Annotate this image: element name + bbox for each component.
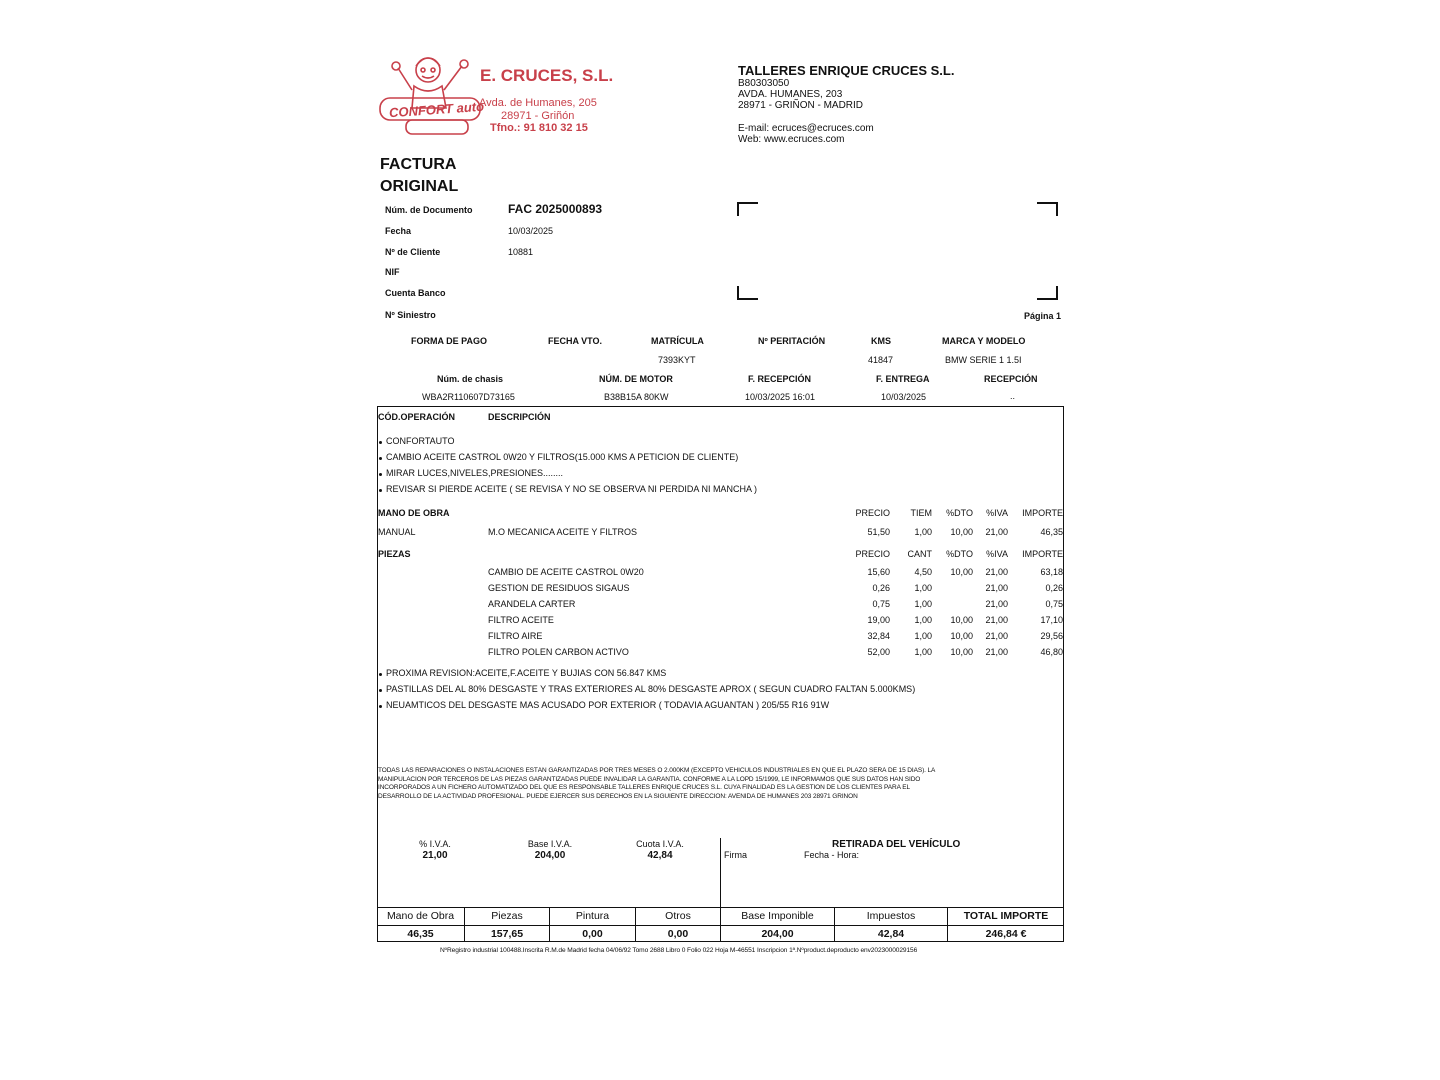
vat-pct-value: 21,00 (422, 850, 448, 861)
part-vat: 21,00 (985, 631, 1008, 641)
doc-number-value: FAC 2025000893 (508, 202, 603, 216)
logo-city: 28971 - Griñón (501, 110, 575, 122)
vat-pct-label: % I.V.A. (419, 839, 451, 849)
labor-vat: 21,00 (985, 527, 1008, 537)
bank-account-label: Cuenta Banco (385, 288, 446, 298)
model-label: MARCA Y MODELO (942, 336, 1026, 346)
doc-date-label: Fecha (385, 226, 412, 236)
labor-time: 1,00 (914, 527, 932, 537)
delivery-date-label: F. ENTREGA (876, 374, 930, 384)
company-address: AVDA. HUMANES, 203 (738, 89, 843, 100)
labor-section-title: MANO DE OBRA (378, 508, 450, 518)
part-desc: GESTION DE RESIDUOS SIGAUS (488, 583, 630, 593)
signature-label: Firma (724, 850, 747, 860)
pickup-title: RETIRADA DEL VEHÍCULO (832, 839, 961, 850)
labor-amount: 46,35 (1040, 527, 1063, 537)
list-item: CONFORTAUTO (386, 436, 455, 446)
total-parts-value: 157,65 (490, 928, 524, 940)
total-labor-value: 46,35 (407, 928, 434, 940)
nif-label: NIF (385, 267, 400, 277)
part-vat: 21,00 (985, 567, 1008, 577)
due-date-label: FECHA VTO. (548, 336, 603, 346)
part-discount: 10,00 (950, 647, 973, 657)
part-vat: 21,00 (985, 599, 1008, 609)
mascot-logo-icon (376, 46, 486, 140)
labor-price: 51,50 (867, 527, 890, 537)
doc-number-label: Núm. de Documento (385, 205, 473, 215)
total-paint-value: 0,00 (582, 928, 603, 940)
registry-footer: NºRegistro industrial 100488.Inscrita R.M.de Madrid fecha 04/06/92 Tomo 2688 Libro 0 Folio 022 Hoja M-46551 Inscripcion 1ª.Nºproduct.deproducto env2023000029156 (440, 947, 918, 954)
kms-value: 41847 (868, 355, 894, 365)
labor-code: MANUAL (378, 527, 416, 537)
total-labor-label: Mano de Obra (386, 910, 455, 922)
parts-header-price: PRECIO (855, 549, 890, 559)
client-number-value: 10881 (508, 247, 534, 257)
part-amount: 63,18 (1040, 567, 1063, 577)
part-qty: 1,00 (914, 647, 932, 657)
part-price: 0,75 (872, 599, 890, 609)
part-price: 32,84 (867, 631, 890, 641)
delivery-date-value: 10/03/2025 (881, 392, 927, 402)
appraisal-label: Nº PERITACIÓN (758, 336, 826, 346)
part-vat: 21,00 (985, 647, 1008, 657)
part-amount: 0,75 (1045, 599, 1063, 609)
parts-section-title: PIEZAS (378, 549, 411, 559)
list-item: REVISAR SI PIERDE ACEITE ( SE REVISA Y NO SE OBSERVA NI PERDIDA NI MANCHA ) (386, 484, 757, 494)
labor-header-discount: %DTO (946, 508, 973, 518)
list-item: PROXIMA REVISION:ACEITE,F.ACEITE Y BUJIAS CON 56.847 KMS (386, 668, 667, 678)
labor-header-time: TIEM (910, 508, 932, 518)
list-item: MIRAR LUCES,NIVELES,PRESIONES........ (386, 468, 564, 478)
part-desc: CAMBIO DE ACEITE CASTROL 0W20 (488, 567, 644, 577)
part-qty: 1,00 (914, 631, 932, 641)
part-vat: 21,00 (985, 615, 1008, 625)
legal-disclaimer (378, 767, 1063, 801)
list-item: NEUAMTICOS DEL DESGASTE MAS ACUSADO POR EXTERIOR ( TODAVIA AGUANTAN ) 205/55 R16 91W (386, 700, 830, 710)
parts-header-qty: CANT (907, 549, 932, 559)
legal-line: MANIPULACIÓN POR TERCEROS DE LAS PIEZAS GARANTIZADAS PUEDE INVALIDAR LA GARANTÍA. CONFORME A LA LOPD 15/1999, LE INFORMAMOS QUE SUS DATOS HAN SIDO (378, 775, 921, 783)
engine-value: B38B15A 80KW (604, 392, 669, 402)
legal-line: DESARROLLO DE LA ACTIVIDAD PROFESIONAL. PUEDE EJERCER SUS DERECHOS EN LA SIGUIENTE DIRECCIÓN: AVENIDA DE HUMANES 203 28971 GRIÑÓN (378, 792, 858, 800)
labor-header-amount: IMPORTE (1022, 508, 1063, 518)
company-email: E-mail: ecruces@ecruces.com (738, 123, 874, 134)
company-city: 28971 - GRIÑON - MADRID (738, 100, 864, 111)
logo-phone: Tfno.: 91 810 32 15 (490, 122, 588, 134)
page-number: Página 1 (1024, 311, 1062, 321)
part-price: 19,00 (867, 615, 890, 625)
part-price: 52,00 (867, 647, 890, 657)
op-code-header: CÓD.OPERACIÓN (378, 412, 456, 422)
labor-discount: 10,00 (950, 527, 973, 537)
doc-date-value: 10/03/2025 (508, 226, 554, 236)
legal-line: TODAS LAS REPARACIONES O INSTALACIONES ESTÁN GARANTIZADAS POR TRES MESES O 2.000KM (EXCEPTO VEHICULOS INDUSTRIALES EN QUE EL PLAZO SERÁ DE 15 DIAS). LA (378, 767, 936, 774)
part-desc: FILTRO POLEN CARBON ACTIVO (488, 647, 629, 657)
part-discount: 10,00 (950, 615, 973, 625)
brand-mark: CONFORT auto (388, 98, 485, 121)
part-qty: 4,50 (914, 567, 932, 577)
logo-company-name: E. CRUCES, S.L. (480, 66, 614, 85)
total-other-value: 0,00 (667, 928, 689, 940)
engine-label: NÚM. DE MOTOR (599, 374, 673, 384)
payment-method-label: FORMA DE PAGO (411, 336, 487, 346)
part-discount: 10,00 (950, 631, 973, 641)
total-base-label: Base Imponible (741, 910, 814, 922)
logo-address: Avda. de Humanes, 205 (479, 97, 597, 109)
labor-desc: M.O MECANICA ACEITE Y FILTROS (488, 527, 638, 537)
model-value: BMW SERIE 1 1.5I (945, 355, 1022, 365)
client-number-label: Nº de Cliente (385, 247, 441, 257)
total-amount-value: 246,84 € (985, 928, 1027, 940)
kms-label: KMS (871, 336, 891, 346)
description-header: DESCRIPCIÓN (488, 412, 551, 422)
parts-header-amount: IMPORTE (1022, 549, 1063, 559)
invoice-subtitle: ORIGINAL (380, 178, 459, 195)
company-web: Web: www.ecruces.com (738, 134, 845, 145)
pickup-datetime-label: Fecha - Hora: (804, 850, 860, 860)
total-taxes-value: 42,84 (877, 928, 905, 940)
parts-header-discount: %DTO (946, 549, 973, 559)
total-base-value: 204,00 (761, 928, 794, 940)
reception-date-label: F. RECEPCIÓN (748, 374, 812, 384)
part-desc: FILTRO AIRE (488, 631, 543, 641)
part-amount: 46,80 (1040, 647, 1063, 657)
part-amount: 17,10 (1040, 615, 1063, 625)
reception-date-value: 10/03/2025 16:01 (745, 392, 816, 402)
chassis-value: WBA2R110607D73165 (422, 392, 515, 402)
parts-header-vat: %IVA (986, 549, 1008, 559)
part-desc: ARANDELA CARTER (488, 599, 576, 609)
list-item: PASTILLAS DEL AL 80% DESGASTE Y TRAS EXTERIORES AL 80% DESGASTE APROX ( SEGUN CUADRO FALTAN 5.000KMS) (386, 684, 916, 694)
legal-line: INCORPORADOS A UN FICHERO AUTOMATIZADO DEL QUE ES RESPONSABLE TALLERES ENRIQUE CRUCES S.L. CUYA FINALIDAD ES LA GESTIÓN DE LOS CLIENTES PARA EL (378, 784, 910, 792)
vat-base-label: Base I.V.A. (527, 839, 573, 849)
part-amount: 29,56 (1040, 631, 1063, 641)
claim-number-label: Nº Siniestro (385, 310, 436, 320)
total-taxes-label: Impuestos (866, 910, 916, 922)
part-desc: FILTRO ACEITE (488, 615, 554, 625)
total-parts-label: Piezas (491, 910, 523, 922)
total-other-label: Otros (665, 910, 691, 922)
plate-label: MATRÍCULA (651, 336, 704, 346)
company-name: TALLERES ENRIQUE CRUCES S.L. (738, 63, 955, 78)
plate-value: 7393KYT (658, 355, 696, 365)
labor-header-price: PRECIO (855, 508, 890, 518)
total-paint-label: Pintura (575, 910, 610, 922)
part-price: 15,60 (867, 567, 890, 577)
invoice-title: FACTURA (380, 156, 457, 173)
labor-header-vat: %IVA (986, 508, 1008, 518)
vat-base-value: 204,00 (534, 850, 566, 861)
part-amount: 0,26 (1045, 583, 1063, 593)
list-item: CAMBIO ACEITE CASTROL 0W20 Y FILTROS(15.000 KMS A PETICION DE CLIENTE) (386, 452, 739, 462)
part-discount: 10,00 (950, 567, 973, 577)
reception-value: .. (1010, 391, 1016, 401)
reception-label: RECEPCIÓN (984, 374, 1038, 384)
vat-quota-value: 42,84 (647, 850, 673, 861)
part-qty: 1,00 (914, 615, 932, 625)
part-vat: 21,00 (985, 583, 1008, 593)
chassis-label: Núm. de chasis (437, 374, 504, 384)
vat-quota-label: Cuota I.V.A. (636, 839, 684, 849)
total-amount-label: TOTAL IMPORTE (963, 910, 1049, 922)
part-price: 0,26 (872, 583, 890, 593)
part-qty: 1,00 (914, 599, 932, 609)
company-cif: B80303050 (738, 78, 790, 89)
part-qty: 1,00 (914, 583, 932, 593)
